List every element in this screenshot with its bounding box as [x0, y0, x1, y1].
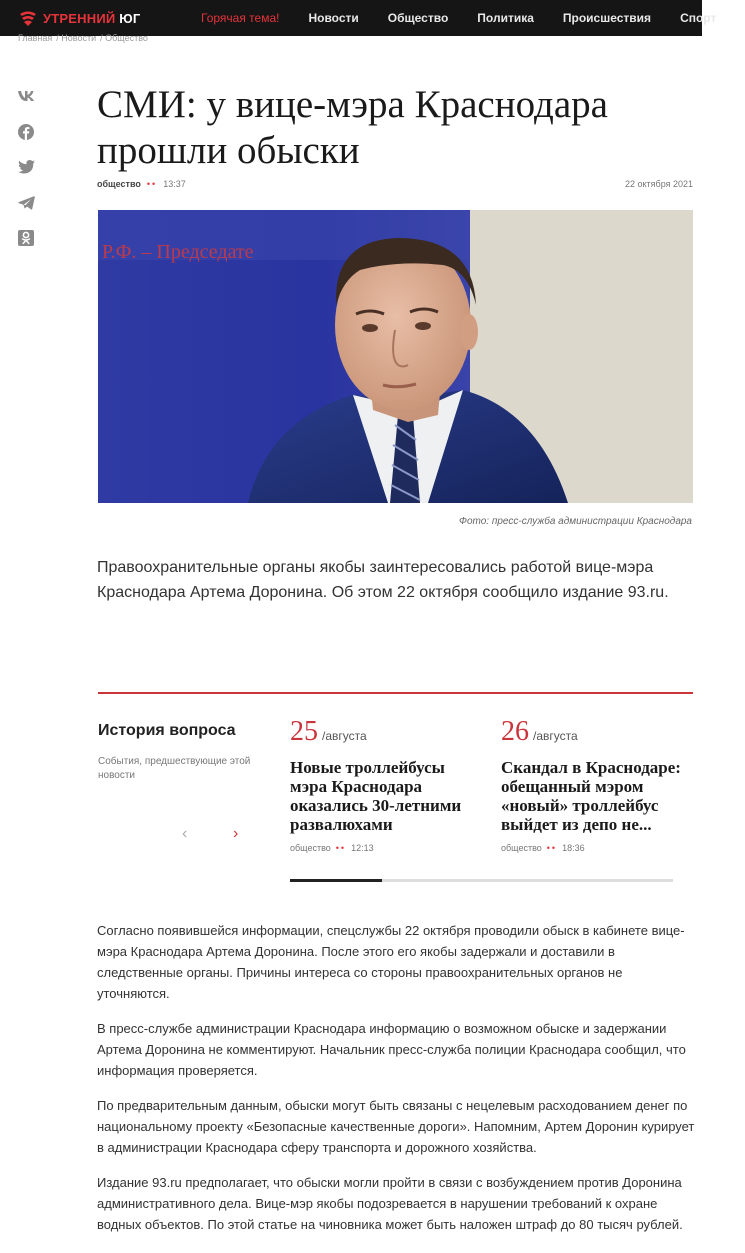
- card-month: /августа: [322, 729, 367, 743]
- breadcrumb: [18, 33, 152, 43]
- card-meta: [290, 843, 485, 853]
- nav-item-news[interactable]: Новости: [308, 11, 359, 25]
- nav-item-incidents[interactable]: Происшествия: [562, 11, 652, 25]
- nav-item-society[interactable]: Общество: [387, 11, 449, 25]
- card-headline[interactable]: Скандал в Краснодаре: обещанный мэром «новый» троллейбус выйдет из депо не...: [501, 758, 681, 834]
- card-headline[interactable]: Новые троллейбусы мэра Краснодара оказались 30-летними развалюхами: [290, 758, 462, 834]
- nav-item-sport[interactable]: Спорт: [680, 11, 717, 25]
- article-paragraph: По предварительным данным, обыски могут быть связаны с нецелевым расходованием денег по национальному проекту «Безопасные качественные дороги». Напомним, Артем Доронин курирует в администрации Краснодара сферу транспорта и дорожного хозяйства.: [97, 1098, 695, 1155]
- carousel-progress-fill: [290, 879, 382, 882]
- card-day: 26: [501, 716, 529, 747]
- odnoklassniki-icon[interactable]: [16, 228, 36, 248]
- twitter-icon[interactable]: [16, 157, 36, 177]
- meta-separator: ••: [335, 843, 347, 853]
- card-time: 18:36: [562, 843, 585, 853]
- svg-text:Р.Ф. – Председате: Р.Ф. – Председате: [102, 241, 254, 263]
- history-section: [98, 692, 693, 892]
- breadcrumb-society[interactable]: / Общество: [100, 33, 148, 43]
- article-body: [97, 920, 697, 1249]
- card-category[interactable]: общество: [290, 843, 331, 853]
- top-navigation-bar: [0, 0, 717, 36]
- article-date: 22 октября 2021: [624, 179, 693, 189]
- card-day: 25: [290, 716, 318, 747]
- chevron-left-icon[interactable]: ‹: [182, 825, 188, 842]
- history-title: История вопроса: [98, 722, 236, 739]
- meta-separator: ••: [546, 843, 558, 853]
- card-month: /августа: [533, 729, 578, 743]
- article-paragraph: Согласно появившейся информации, спецслужбы 22 октября проводили обыск в кабинете вице-мэра Краснодара Артема Доронина. После этого его якобы задержали и доставили в следственные органы. Причины интереса со стороны правоохранительных органов не уточняются.: [97, 923, 685, 1001]
- telegram-icon[interactable]: [16, 193, 36, 213]
- article-paragraph: Издание 93.ru предполагает, что обыски могли пройти в связи с возбуждением против Доронина административного дела. Вице-мэр якобы подозревается в нарушении требований к охране водных объектов. По этой статье на чиновника может быть наложен штраф до 80 тысяч рублей.: [97, 1175, 683, 1232]
- card-time: 12:13: [351, 843, 374, 853]
- carousel-progress-bar[interactable]: [290, 879, 673, 882]
- article-title: СМИ: у вице-мэра Краснодара прошли обыски: [97, 83, 608, 172]
- main-nav: [201, 0, 745, 36]
- article-paragraph: В пресс-службе администрации Краснодара информацию о возможном обыске и задержании Артема Доронина не комментируют. Начальник пресс-служба полиции Краснодара сообщил, что информация проверяется.: [97, 1021, 686, 1078]
- history-card[interactable]: [290, 716, 485, 853]
- card-meta: [501, 843, 696, 853]
- article-time: 13:37: [163, 179, 186, 189]
- share-bar: [16, 86, 36, 264]
- nav-item-hot-topic[interactable]: Горячая тема!: [201, 11, 280, 25]
- history-subtitle: События, предшествующие этой новости: [98, 756, 251, 781]
- card-category[interactable]: общество: [501, 843, 542, 853]
- nav-item-politics[interactable]: Политика: [477, 11, 534, 25]
- breadcrumb-news[interactable]: / Новости: [56, 33, 97, 43]
- facebook-icon[interactable]: [16, 122, 36, 142]
- site-logo[interactable]: [18, 7, 140, 29]
- article-lead: Правоохранительные органы якобы заинтересовались работой вице-мэра Краснодара Артема Доронина. Об этом 22 октября сообщило издание 93.ru.: [97, 559, 669, 601]
- meta-separator: ••: [146, 179, 158, 189]
- logo-icon: [18, 9, 38, 27]
- logo-text: УТРЕННИЙ ЮГ: [43, 10, 141, 26]
- breadcrumb-home[interactable]: Главная: [18, 33, 53, 43]
- vk-icon[interactable]: [16, 86, 36, 106]
- photo-caption: Фото: пресс-служба администрации Краснодара: [459, 516, 692, 527]
- history-card[interactable]: [501, 716, 696, 853]
- article-meta: [97, 179, 693, 191]
- article-photo: [98, 210, 693, 503]
- article-category[interactable]: общество: [97, 179, 141, 189]
- chevron-right-icon[interactable]: ›: [233, 825, 239, 842]
